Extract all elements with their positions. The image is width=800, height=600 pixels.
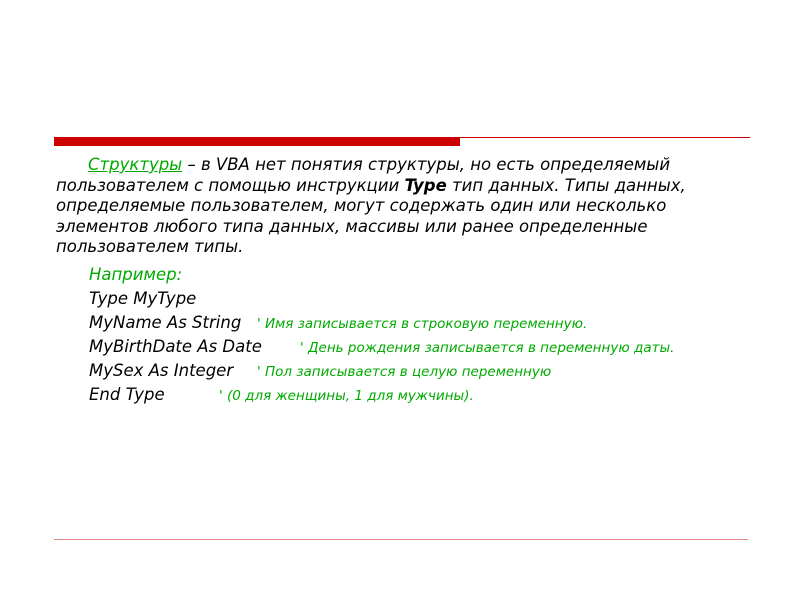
code-comment: ' Имя записывается в строковую переменную. <box>257 315 588 332</box>
code-comment: ' (0 для женщины, 1 для мужчины). <box>219 387 474 404</box>
paragraph-text-1: – в VBA нет понятия структуры, но есть определяемый пользователем с помощью инструкции <box>56 155 671 195</box>
header-accent-bar <box>54 137 460 146</box>
code-text: Type MyType <box>89 288 197 308</box>
header-divider-line <box>460 137 750 138</box>
code-line <box>89 312 746 333</box>
code-text: End Type <box>89 384 165 404</box>
code-line <box>89 360 746 381</box>
term-link[interactable]: Структуры <box>88 155 183 174</box>
paragraph-text-2: тип данных. Типы данных, определяемые пользователем, могут содержать один или несколько элементов любого типа данных, массивы или ранее определенные пользователем типы. <box>56 175 686 256</box>
code-text: MyBirthDate As Date <box>89 336 262 356</box>
definition-paragraph <box>56 155 746 258</box>
code-line <box>89 288 746 309</box>
slide-content <box>56 155 746 405</box>
code-text: MyName As String <box>89 312 242 332</box>
code-text: MySex As Integer <box>89 360 234 380</box>
code-line <box>89 384 746 405</box>
code-comment: ' День рождения записывается в переменную даты. <box>300 339 675 356</box>
keyword-type: Type <box>404 175 447 195</box>
code-line <box>89 336 746 357</box>
footer-divider-line <box>54 539 748 540</box>
code-comment: ' Пол записывается в целую переменную <box>257 363 552 380</box>
example-label: Например: <box>89 264 183 284</box>
